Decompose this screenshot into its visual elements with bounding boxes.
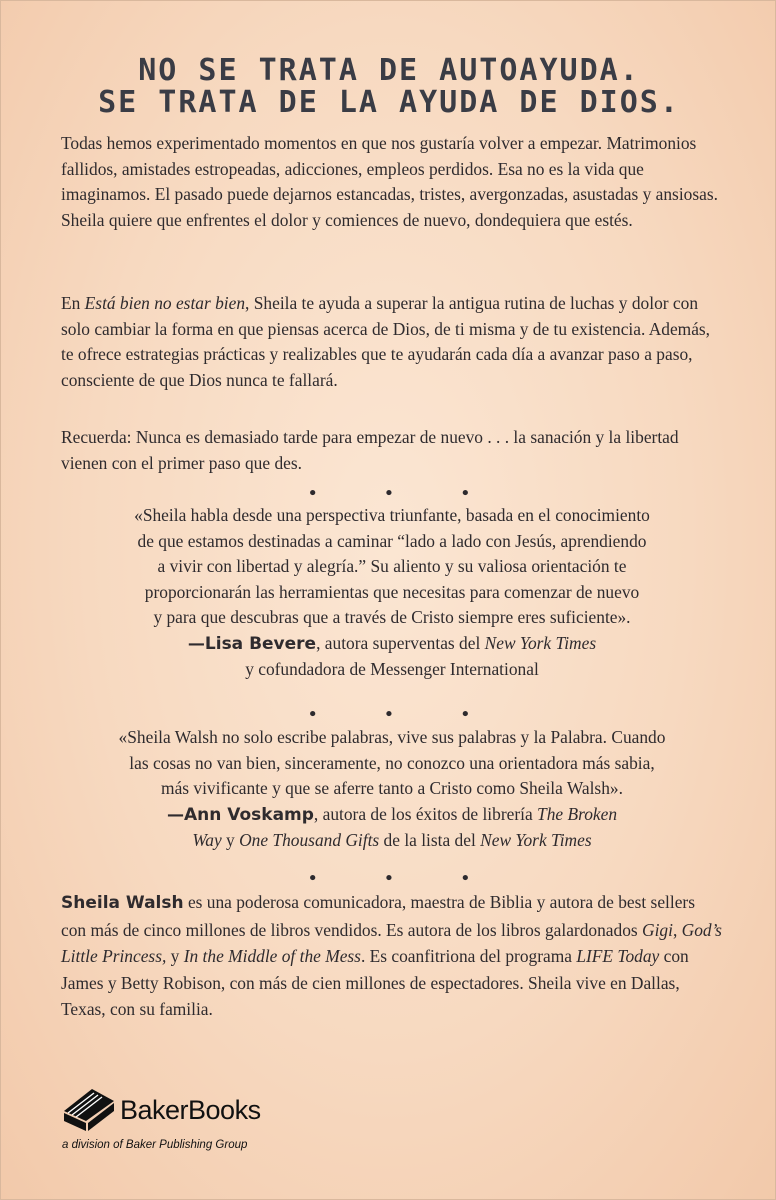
quote-attribution [61, 631, 723, 658]
quote-line: más vivificante y que se aferre tanto a Cristo como Sheila Walsh». [161, 778, 623, 798]
attribution-text: de la lista del [379, 830, 481, 850]
intro-paragraph-1: Todas hemos experimentado momentos en que nos gustaría volver a empezar. Matrimonios fallidos, amistades estropeadas, adicciones, empleos perdidos. Esa no es la vida que imaginamos. El pasado puede dejarnos estancadas, tristes, avergonzadas, asustadas y ansiosas. Sheila quiere que enfrentes el dolor y comiences de nuevo, dondequiera que estés. [61, 133, 718, 230]
publisher-name: BakerBooks [120, 1095, 261, 1125]
author-bio [61, 889, 723, 1023]
quote-line: «Sheila Walsh no solo escribe palabras, vive sus palabras y la Palabra. Cuando [118, 727, 666, 747]
quote-attribution-line-2 [61, 828, 723, 854]
bio-text: , [672, 919, 682, 940]
attribution-text: y [221, 830, 240, 850]
quote-line: proporcionarán las herramientas que necesitas para comenzar de nuevo [144, 581, 640, 602]
quote-attribution [61, 802, 723, 829]
baker-books-logo-icon [62, 1087, 116, 1133]
endorsement-ann-voskamp [61, 725, 723, 854]
quote-line: y para que descubras que a través de Cristo siempre eres suficiente». [153, 607, 631, 627]
book-title: God’s Little Princess, [61, 919, 722, 966]
separator-dots-1: • • • [307, 483, 501, 504]
quote-line: las cosas no van bien, sinceramente, no conozco una orientadora más sabia, [129, 752, 655, 773]
intro-paragraph-3: Recuerda: Nunca es demasiado tarde para empezar de nuevo . . . la sanación y la libertad vienen con el primer paso que des. [61, 427, 679, 473]
book-title: One Thousand Gifts [239, 830, 380, 850]
endorsement-lisa-bevere [61, 503, 723, 683]
author-name: Sheila Walsh [61, 893, 184, 913]
separator-dots-3: • • • [307, 868, 501, 889]
quote-line: de que estamos destinadas a caminar “lado a lado con Jesús, aprendiendo [137, 530, 647, 551]
bio-text: y [166, 946, 184, 966]
p2-lead: En [61, 293, 85, 313]
publication-name: New York Times [480, 830, 592, 850]
attribution-author: —Lisa Bevere [187, 633, 317, 654]
book-title: In the Middle of the Mess [183, 946, 361, 966]
headline-line-2: SE TRATA DE LA AYUDA DE DIOS. [98, 85, 680, 120]
quote-line: a vivir con libertad y alegría.” Su aliento y su valiosa orientación te [157, 556, 627, 576]
book-title: The Broken [537, 803, 618, 824]
publication-name: New York Times [484, 632, 597, 653]
book-title: Way [192, 830, 222, 850]
attribution-text: , autora superventas del [316, 632, 485, 653]
bio-text: es una poderosa comunicadora, maestra de Biblia y autora de best sellers con más de cinco millones de libros vendidos. Es autora de los libros galardonados [61, 892, 695, 940]
show-title: LIFE Today [576, 946, 660, 966]
book-title: Está bien no estar bien [84, 293, 246, 313]
intro-paragraph-2 [61, 291, 723, 393]
attribution-text: , autora de los éxitos de librería [313, 803, 538, 824]
attribution-author: —Ann Voskamp [166, 804, 314, 825]
book-title: Gigi [642, 919, 673, 940]
headline-line-1: NO SE TRATA DE AUTOAYUDA. [138, 53, 640, 88]
separator-dots-2: • • • [307, 704, 501, 725]
quote-attribution-line-2: y cofundadora de Messenger International [245, 659, 539, 679]
publisher-tagline: a division of Baker Publishing Group [62, 1139, 248, 1151]
headline [1, 55, 776, 119]
bio-text: con James y Betty Robison, con más de cien millones de espectadores. Sheila vive en Dallas, Texas, con su familia. [61, 946, 689, 1019]
quote-line: «Sheila habla desde una perspectiva triunfante, basada en el conocimiento [134, 505, 650, 525]
p2-rest: , Sheila te ayuda a superar la antigua rutina de luchas y dolor con solo cambiar la forma en que piensas acerca de Dios, de ti misma y de tu existencia. Además, te ofrece estrategias prácticas y realizables que te ayudarán cada día a avanzar paso a paso, consciente de que Dios nunca te fallará. [61, 293, 711, 390]
bio-text: . Es coanfitriona del programa [360, 946, 577, 966]
publisher-logo [62, 1087, 322, 1157]
